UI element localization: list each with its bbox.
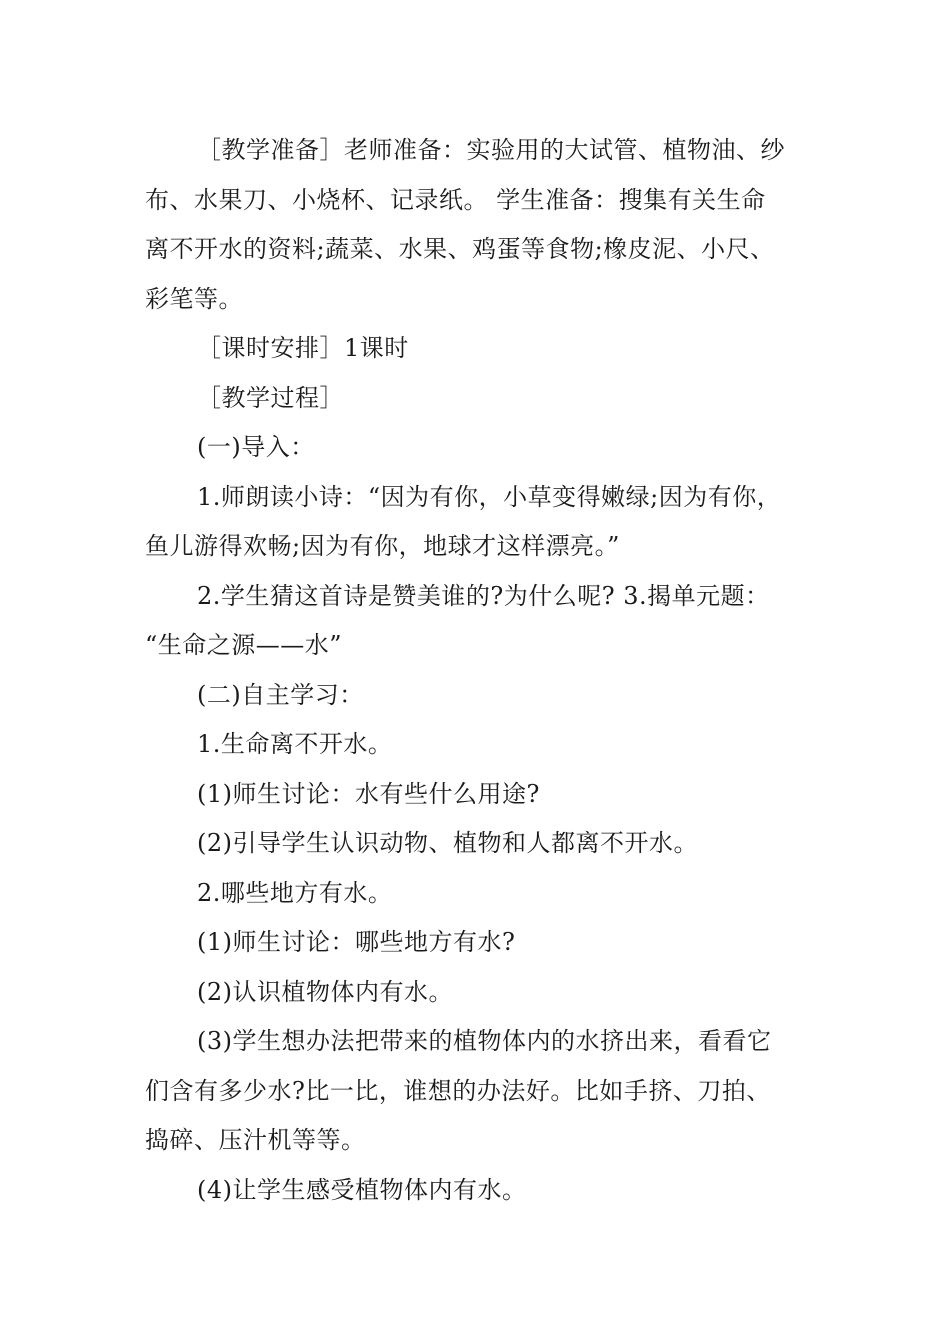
text-line: 2.学生猜这首诗是赞美谁的?为什么呢? 3.揭单元题： [197, 581, 770, 610]
paragraph-intro-2 [145, 572, 835, 671]
text-line: ［教学准备］老师准备：实验用的大试管、植物油、纱 [197, 136, 785, 164]
text-line: 1.师朗读小诗：“因为有你，小草变得嫩绿;因为有你， [197, 482, 782, 511]
text-line: (1)师生讨论：哪些地方有水? [197, 928, 516, 956]
text-line: 彩笔等。 [145, 284, 243, 313]
text-line: (一)导入： [197, 433, 315, 461]
paragraph-schedule [145, 324, 835, 374]
paragraph-study-1-1 [145, 770, 835, 820]
text-line: 捣碎、压汁机等等。 [145, 1126, 366, 1154]
text-line: 鱼儿游得欢畅;因为有你，地球才这样漂亮。” [145, 532, 620, 560]
text-line: (2)认识植物体内有水。 [197, 977, 453, 1006]
paragraph-process-heading [145, 374, 835, 424]
text-line: (1)师生讨论：水有些什么用途? [197, 779, 540, 808]
paragraph-study-2-2 [145, 968, 835, 1018]
text-line: 们含有多少水?比一比，谁想的办法好。比如手挤、刀拍、 [145, 1076, 771, 1105]
paragraph-study-2-1 [145, 918, 835, 968]
paragraph-study-1-2 [145, 819, 835, 869]
text-line: (二)自主学习： [197, 680, 364, 709]
paragraph-preparation [145, 126, 835, 324]
text-line: 布、水果刀、小烧杯、记录纸。 学生准备：搜集有关生命 [145, 185, 766, 214]
text-line: ［教学过程］ [197, 383, 344, 412]
paragraph-intro-heading [145, 423, 835, 473]
paragraph-study-2 [145, 869, 835, 919]
text-line: 1.生命离不开水。 [197, 730, 393, 758]
paragraph-intro-1 [145, 473, 835, 572]
text-line: ［课时安排］1课时 [197, 334, 409, 362]
text-line: (4)让学生感受植物体内有水。 [197, 1175, 527, 1204]
paragraph-self-study-heading [145, 671, 835, 721]
paragraph-study-1 [145, 720, 835, 770]
text-line: (2)引导学生认识动物、植物和人都离不开水。 [197, 829, 698, 857]
text-line: 离不开水的资料;蔬菜、水果、鸡蛋等食物;橡皮泥、小尺、 [145, 235, 775, 263]
paragraph-study-2-3 [145, 1017, 835, 1166]
paragraph-study-2-4 [145, 1166, 835, 1216]
text-line: (3)学生想办法把带来的植物体内的水挤出来，看看它 [197, 1027, 772, 1055]
document-page [145, 126, 835, 1215]
text-line: “生命之源——水” [145, 631, 343, 659]
text-line: 2.哪些地方有水。 [197, 878, 393, 907]
